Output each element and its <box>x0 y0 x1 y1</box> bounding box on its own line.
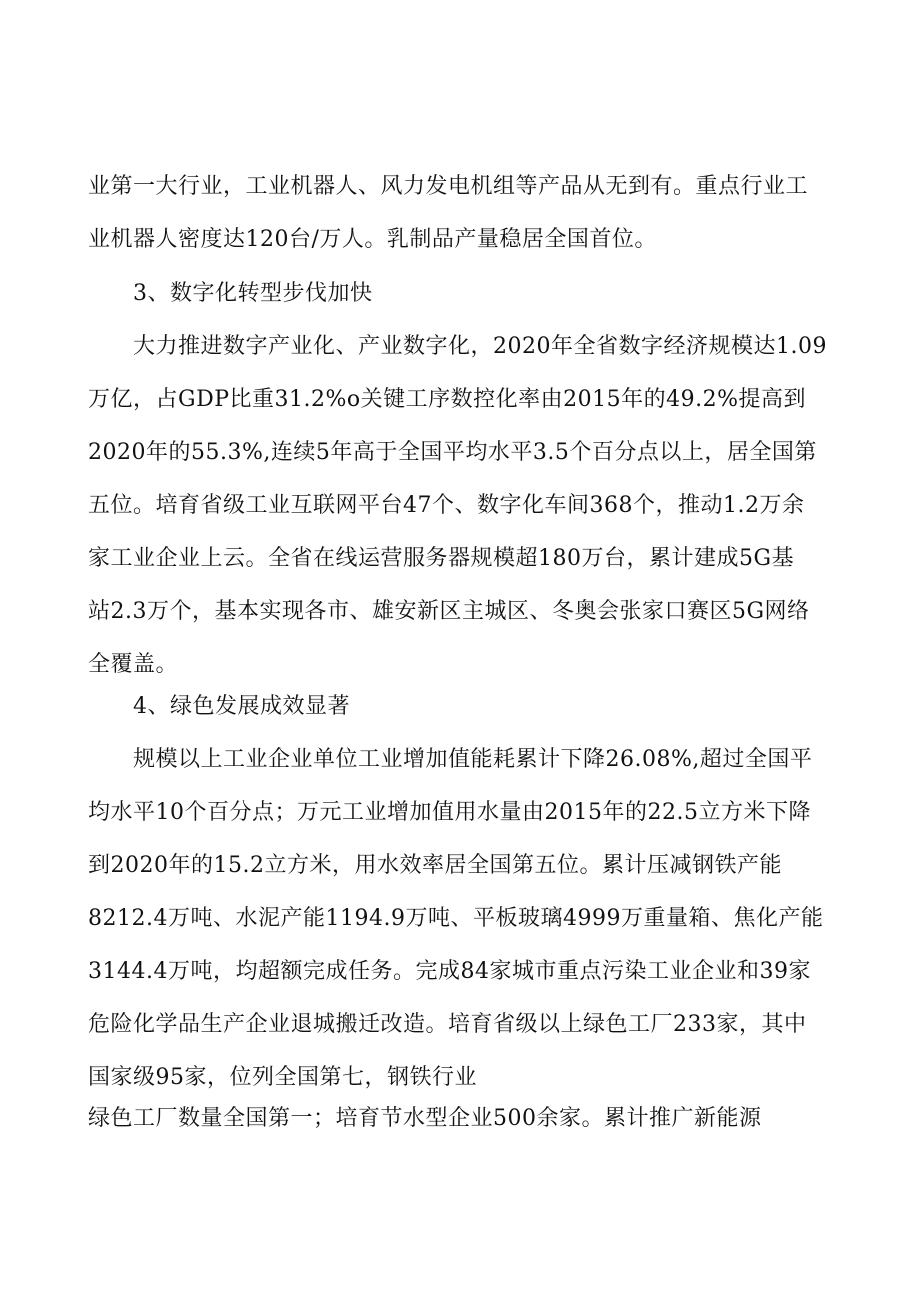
paragraph-line: 五位。培育省级工业互联网平台47个、数字化车间368个，推动1.2万余 <box>88 493 805 518</box>
section-heading-4: 4、绿色发展成效显著 <box>133 694 350 719</box>
paragraph-line: 3144.4万吨，均超额完成任务。完成84家城市重点污染工业企业和39家 <box>88 959 811 984</box>
paragraph-line: 家工业企业上云。全省在线运营服务器规模超180万台，累计建成5G基 <box>88 546 795 571</box>
paragraph-line: 万亿，占GDP比重31.2%o关键工序数控化率由2015年的49.2%提高到 <box>88 387 807 412</box>
paragraph-line: 业机器人密度达120台/万人。乳制品产量稳居全国首位。 <box>88 227 657 252</box>
paragraph-line: 均水平10个百分点；万元工业增加值用水量由2015年的22.5立方米下降 <box>88 800 811 825</box>
paragraph-line: 2020年的55.3%,连续5年高于全国平均水平3.5个百分点以上，居全国第 <box>88 440 817 465</box>
paragraph-line: 业第一大行业，工业机器人、风力发电机组等产品从无到有。重点行业工 <box>88 174 809 199</box>
paragraph-line: 绿色工厂数量全国第一；培育节水型企业500余家。累计推广新能源 <box>88 1106 762 1131</box>
paragraph-line: 8212.4万吨、水泥产能1194.9万吨、平板玻璃4999万重量箱、焦化产能 <box>88 906 824 931</box>
section-heading-3: 3、数字化转型步伐加快 <box>133 281 373 306</box>
paragraph-line: 危险化学品生产企业退城搬迁改造。培育省级以上绿色工厂233家，其中 <box>88 1012 807 1037</box>
paragraph-line: 全覆盖。 <box>88 652 179 677</box>
paragraph-line: 站2.3万个，基本实现各市、雄安新区主城区、冬奥会张家口赛区5G网络 <box>88 599 810 624</box>
paragraph-line: 大力推进数字产业化、产业数字化，2020年全省数字经济规模达1.09 <box>133 334 827 359</box>
paragraph-line: 规模以上工业企业单位工业增加值能耗累计下降26.08%,超过全国平 <box>133 747 813 772</box>
paragraph-line: 国家级95家，位列全国第七，钢铁行业 <box>88 1065 477 1090</box>
paragraph-line: 到2020年的15.2立方米，用水效率居全国第五位。累计压减钢铁产能 <box>88 853 782 878</box>
